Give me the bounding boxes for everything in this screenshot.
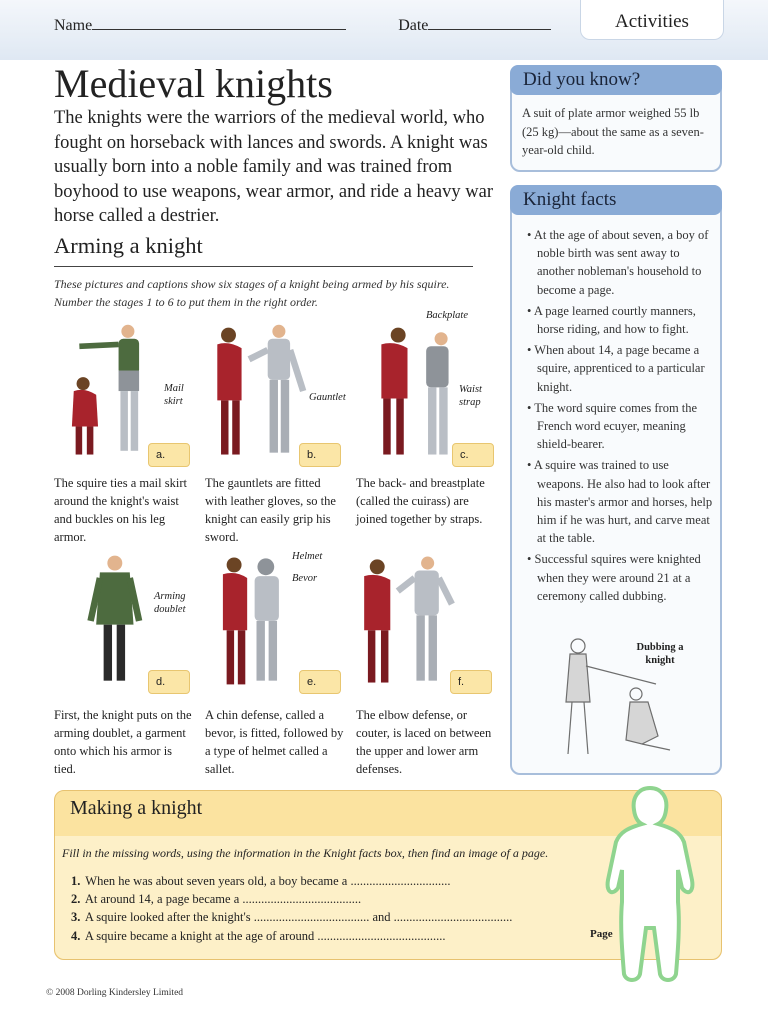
label-gauntlet: Gauntlet [309,392,346,403]
name-field[interactable] [92,29,346,30]
squire-figure-icon [364,559,390,682]
stage-d-illustration [54,550,199,690]
fact-item: • When about 14, a page became a squire, apprenticed to a particular knight. [520,341,715,396]
label-backplate: Backplate [426,310,468,321]
knight-figure-icon [398,557,452,681]
label-arming-doublet: Arming doublet [154,591,186,615]
caption-d: First, the knight puts on the arming doublet, a garment onto which his armor is tied. [54,708,192,776]
stage-e [205,550,350,700]
fact-item: • At the age of about seven, a boy of noble birth was sent away to another nobleman's household to become a page. [520,226,715,299]
question-item[interactable]: 3. A squire looked after the knight's ..................................... and ...................................... [71,910,513,925]
squire-figure-icon [381,328,407,455]
fact-item: • The word squire comes from the French word ecuyer, meaning shield-bearer. [520,399,715,454]
squire-figure-icon [72,377,98,454]
activities-tab: Activities [580,0,724,40]
question-item[interactable]: 4. A squire became a knight at the age of around ......................................... [71,928,446,943]
knight-facts-heading: Knight facts [510,185,722,215]
fact-item: • A squire was trained to use weapons. He also had to look after his master's armor and horses, help him if he was hurt, and carve meat at the table. [520,456,715,547]
squire-figure-icon [223,557,247,684]
stage-letter-f[interactable]: f. [450,670,492,694]
page-label: Page [590,928,613,940]
caption-e: A chin defense, called a bevor, is fitted, followed by a type of helmet called a sallet. [205,708,344,776]
page-title: Medieval knights [54,61,333,106]
did-you-know-text: A suit of plate armor weighed 55 lb (25 kg)—about the same as a seven-year-old child. [522,106,704,157]
question-item[interactable]: 2. At around 14, a page became a ...................................... [71,892,362,907]
question-item[interactable]: 1. When he was about seven years old, a boy became a ................................ [71,874,451,888]
caption-c: The back- and breastplate (called the cuirass) are joined together by straps. [356,476,485,526]
stage-letter-d[interactable]: d. [148,670,190,694]
caption-a: The squire ties a mail skirt around the knight's waist and buckles on his leg armor. [54,476,187,544]
name-label: Name [54,17,93,34]
stage-d [54,550,199,700]
fact-item: • A page learned courtly manners, horse riding, and how to fight. [520,302,715,338]
date-label: Date [398,17,429,34]
did-you-know-heading: Did you know? [510,65,722,95]
date-field[interactable] [428,29,551,30]
caption-f: The elbow defense, or couter, is laced on between the upper and lower arm defenses. [356,708,492,776]
stage-letter-e[interactable]: e. [299,670,341,694]
intro-paragraph: The knights were the warriors of the medieval world, who fought on horseback with lances and swords. A knight was usually born into a noble family and was trained from boyhood to use weapons, wear armor, and ride a heavy war horse called a destrier. [54,108,493,226]
page-silhouette-icon[interactable] [598,784,702,986]
arming-heading: Arming a knight [54,233,203,258]
knight-figure-icon [255,558,279,680]
making-heading: Making a knight [70,797,203,819]
questions-list [71,872,591,945]
stage-f-illustration [350,550,495,690]
knight-figure-icon [426,332,448,454]
stage-letter-c[interactable]: c. [452,443,494,467]
label-mail-skirt: Mail skirt [164,383,184,407]
stage-f [350,550,495,700]
stage-letter-a[interactable]: a. [148,443,190,467]
fact-item: • Successful squires were knighted when they were around 21 at a ceremony called dubbing. [520,550,715,605]
knight-figure-icon [91,556,140,681]
stage-letter-b[interactable]: b. [299,443,341,467]
arming-instructions: These pictures and captions show six stages of a knight being armed by his squire. Number the stages 1 to 6 to put them in the right order. [54,277,450,309]
label-helmet: Helmet [292,551,323,562]
knight-figure-icon [249,325,303,453]
label-waist-strap: Waist strap [459,384,482,408]
arming-divider [54,266,473,267]
caption-b: The gauntlets are fitted with leather gloves, so the knight can easily grip his sword. [205,476,336,544]
dubbing-label: Dubbing a knight [636,642,684,666]
name-date-line [54,17,551,35]
copyright-footer: © 2008 Dorling Kindersley Limited [46,988,184,998]
making-instructions: Fill in the missing words, using the information in the Knight facts box, then find an image of a page. [62,846,549,860]
stage-e-illustration [205,550,350,690]
knight-facts-list [520,226,715,608]
squire-figure-icon [217,328,241,455]
label-bevor: Bevor [292,573,318,584]
